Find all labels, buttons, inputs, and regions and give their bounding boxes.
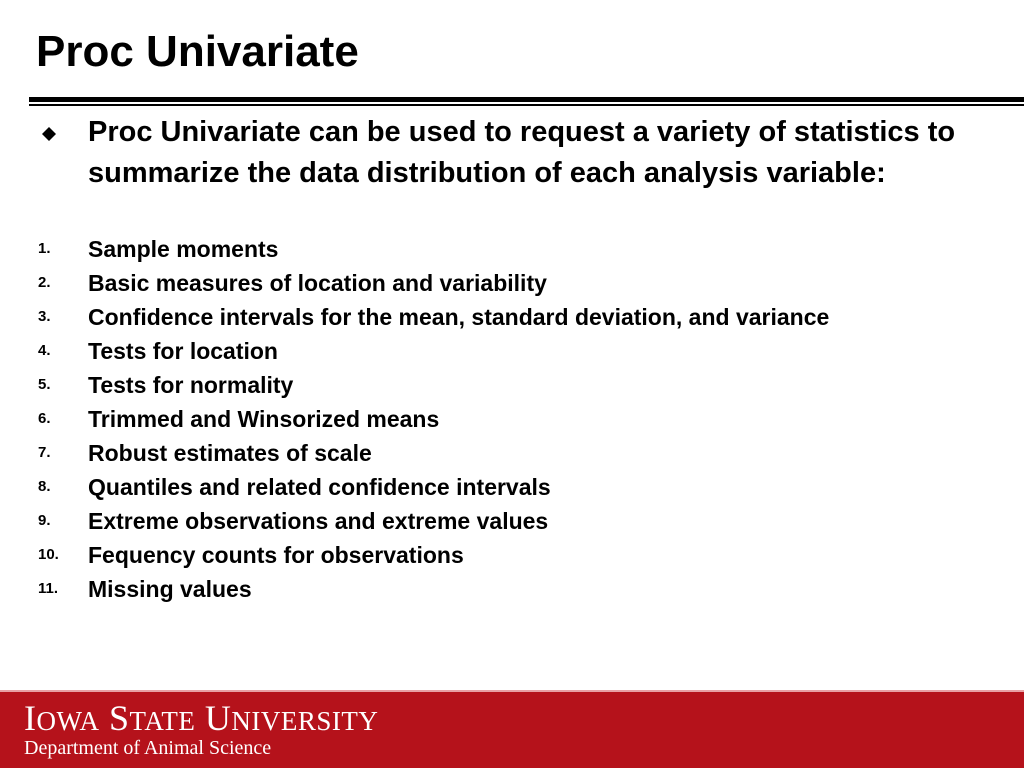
diamond-bullet-icon <box>37 122 61 146</box>
list-item-number: 8. <box>38 478 51 495</box>
list-item-number: 11. <box>38 580 59 597</box>
footer-divider <box>0 690 1024 692</box>
list-item-text: Fequency counts for observations <box>88 542 464 568</box>
list-item-text: Quantiles and related confidence intervals <box>88 474 551 500</box>
university-name <box>24 700 378 736</box>
title-divider-thin <box>29 104 1024 106</box>
list-item-text: Basic measures of location and variability <box>88 270 547 296</box>
title-divider <box>29 97 1024 102</box>
list-item-number: 5. <box>38 376 51 393</box>
list-item-number: 2. <box>38 274 51 291</box>
list-item-number: 10. <box>38 546 59 563</box>
list-item-text: Extreme observations and extreme values <box>88 508 549 534</box>
list-item-text: Confidence intervals for the mean, standard deviation, and variance <box>88 304 830 330</box>
university-name-text: IOWA STATE UNIVERSITY <box>24 698 379 738</box>
list-item-number: 6. <box>38 410 51 427</box>
list-item-number: 4. <box>38 342 51 359</box>
list-item-text: Missing values <box>88 576 252 602</box>
list-item-number: 7. <box>38 444 51 461</box>
list-item-text: Tests for normality <box>88 372 294 398</box>
list-item-text: Tests for location <box>88 338 278 364</box>
list-item-text: Trimmed and Winsorized means <box>88 406 440 432</box>
department-name: Department of Animal Science <box>24 737 272 759</box>
list-item-text: Sample moments <box>88 236 279 262</box>
list-item-number: 1. <box>38 240 51 257</box>
list-item-number: 9. <box>38 512 51 529</box>
list-item-number: 3. <box>38 308 51 325</box>
list-item-text: Robust estimates of scale <box>88 440 372 466</box>
lead-bullet-text: Proc Univariate can be used to request a variety of statistics to summarize the data distribution of each analysis variable: <box>88 116 956 189</box>
slide-title: Proc Univariate <box>36 27 359 76</box>
